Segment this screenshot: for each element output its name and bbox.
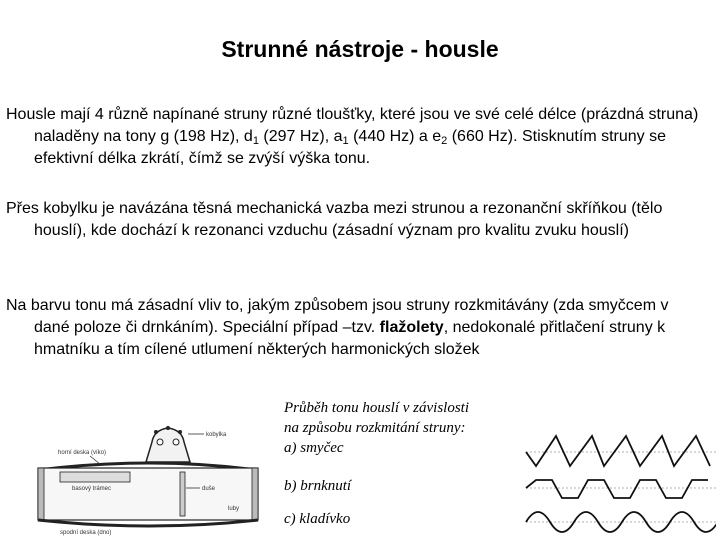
sound-post-drawing (180, 472, 185, 516)
figure-caption (284, 398, 514, 458)
p1-sub-2: 1 (342, 135, 349, 147)
p3-text-b: , nedokonalé přitlačení struny k hmatníku a tím cílené utlumení některých harmonických složek (34, 319, 666, 358)
bass-bar-drawing (60, 472, 130, 482)
caption-b: b) brnknutí (284, 478, 352, 494)
waveform-bowed (526, 436, 716, 466)
bridge-drawing (146, 426, 190, 462)
label-luby: luby (228, 506, 240, 512)
label-dusse: duše (202, 486, 216, 492)
waveform-plucked (526, 480, 716, 498)
bottom-plate-drawing (38, 520, 258, 526)
p1-sub-3: 2 (441, 135, 448, 147)
caption-line-1: Průběh tonu houslí v závislosti (284, 400, 469, 416)
p1-text-c: (440 Hz) a e (348, 128, 442, 145)
waveform-panels (516, 430, 716, 538)
label-spodni-deska: spodní deska (dno) (60, 530, 112, 536)
paragraph-bridge: Přes kobylku je navázána těsná mechanická vazba mezi strunou a rezonanční skříňkou (tělo houslí), kde dochází k rezonanci vzduchu (zásadní význam pro kvalitu zvuku houslí) (6, 200, 663, 239)
p1-text-b: (297 Hz), a (258, 128, 343, 145)
label-kobylka: kobylka (206, 432, 227, 438)
label-basovy-tramec: basový trámec (72, 486, 112, 492)
p3-text-a: Na barvu tonu má zásadní vliv to, jakým způsobem jsou struny rozkmitávány (zda smyčcem v dané poloze či drnkáním). Speciální případ –tzv. (6, 297, 669, 336)
p3-bold-term: flažolety (379, 319, 444, 336)
p1-text-a: Housle mají 4 různě napínané struny různé tloušťky, které jsou ve své celé délce (prázdná struna) naladěny na tony g (198 Hz), d (6, 106, 699, 145)
page-title: Strunné nástroje - housle (221, 36, 499, 62)
paragraph-timbre (6, 295, 706, 361)
label-horni-deska: horní deska (víko) (58, 450, 107, 456)
waveform-hammer (526, 512, 716, 532)
paragraph-strings (6, 104, 706, 170)
p1-sub-1: 1 (252, 135, 259, 147)
caption-c: c) kladívko (284, 511, 351, 527)
violin-cross-section-figure (30, 402, 270, 540)
caption-line-2: na způsobu rozkmitání struny: (284, 420, 466, 436)
caption-a: a) smyčec (284, 440, 344, 456)
p1-text-d: (660 Hz). Stisknutím struny se efektivní délka zkrátí, čímž se zvýší výška tonu. (34, 128, 666, 167)
